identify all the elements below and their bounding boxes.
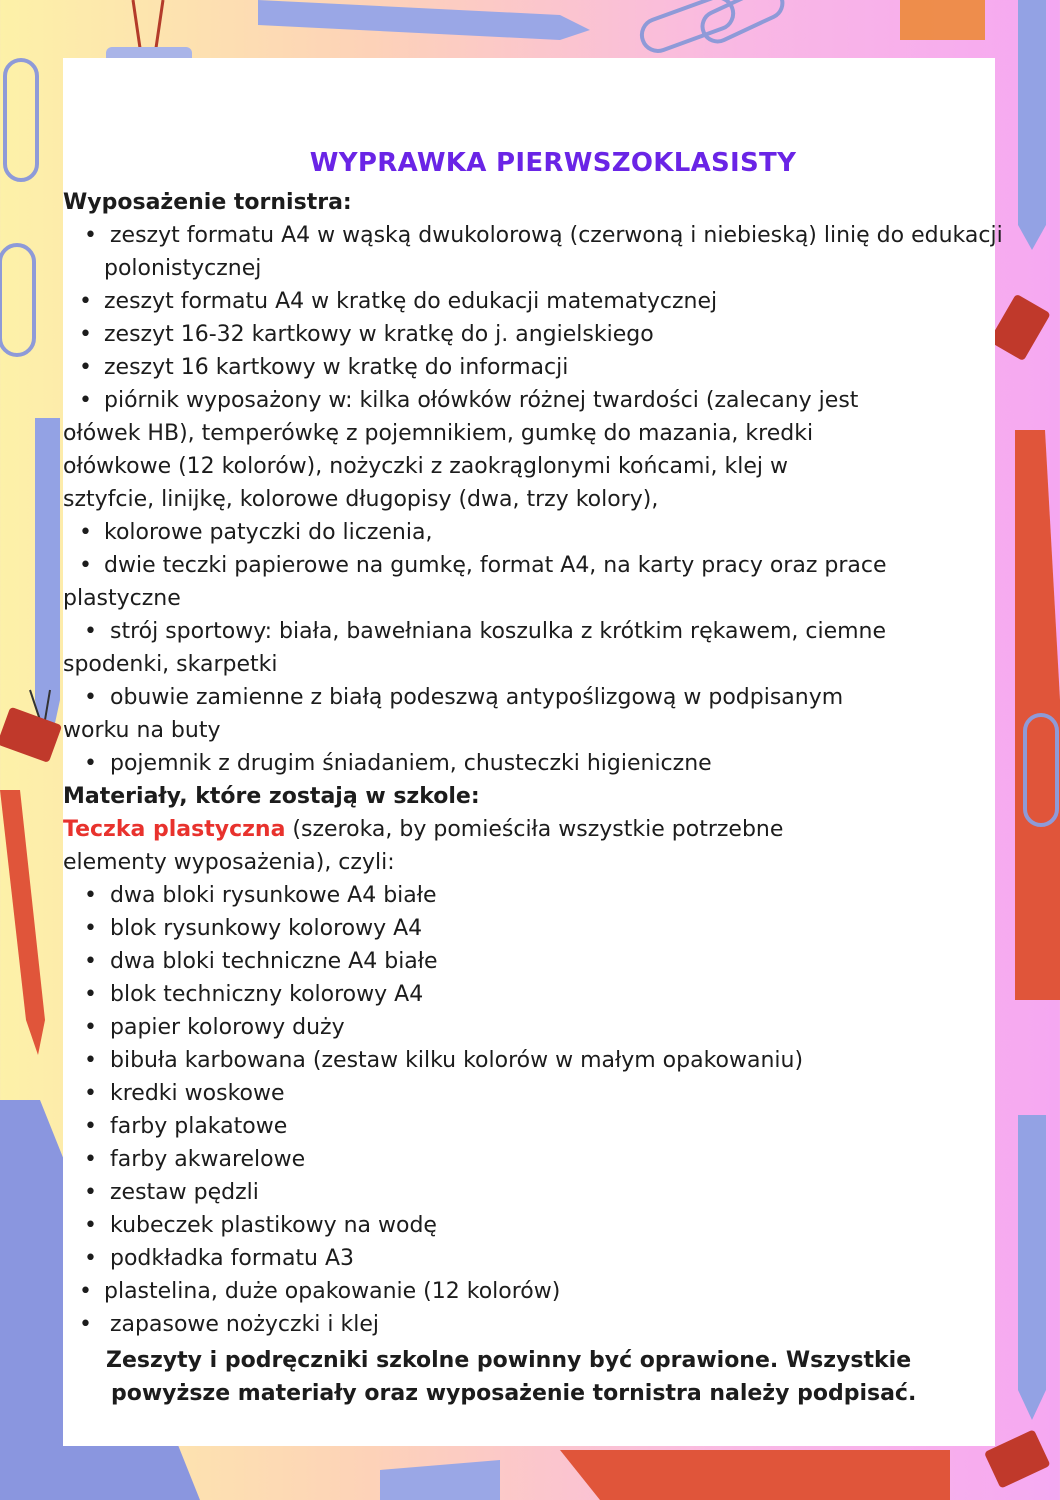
list-item: zeszyt 16 kartkowy w kratkę do informacji (104, 355, 569, 380)
list-item: obuwie zamienne z białą podeszwą antypoślizgową w podpisanym (110, 685, 844, 710)
closing-note-line-2: powyższe materiały oraz wyposażenie tornistra należy podpisać. (111, 1381, 917, 1406)
list-item: sztyfcie, linijkę, kolorowe długopisy (dwa, trzy kolory), (63, 487, 659, 512)
list-item: zeszyt 16-32 kartkowy w kratkę do j. angielskiego (104, 322, 654, 347)
bullet: • (84, 751, 97, 776)
paperclip-icon (637, 0, 787, 55)
bullet: • (84, 1246, 97, 1271)
list-item: ołówkowe (12 kolorów), nożyczki z zaokrąglonymi końcami, klej w (63, 454, 788, 479)
section-heading-backpack: Wyposażenie tornistra: (63, 190, 352, 215)
bullet: • (79, 322, 92, 347)
list-item: zeszyt formatu A4 w wąską dwukolorową (czerwoną i niebieską) linię do edukacji (110, 223, 1003, 248)
binder-clip-icon (989, 294, 1051, 362)
list-item: zeszyt formatu A4 w kratkę do edukacji matematycznej (104, 289, 718, 314)
pencil-icon (380, 1460, 500, 1500)
pencil-icon (1018, 0, 1046, 250)
list-item: blok techniczny kolorowy A4 (110, 982, 424, 1007)
bullet: • (84, 1180, 97, 1205)
art-folder-line (63, 813, 783, 846)
bullet: • (79, 553, 92, 578)
list-item: plastyczne (63, 586, 181, 611)
list-item: strój sportowy: biała, bawełniana koszulka z krótkim rękawem, ciemne (110, 619, 887, 644)
list-item: ołówek HB), temperówkę z pojemnikiem, gumkę do mazania, kredki (63, 421, 814, 446)
art-folder-line-2: elementy wyposażenia), czyli: (63, 850, 395, 875)
bullet: • (84, 949, 97, 974)
bullet: • (84, 1048, 97, 1073)
list-item: papier kolorowy duży (110, 1015, 345, 1040)
art-folder-text: (szeroka, by pomieściła wszystkie potrzebne (285, 817, 784, 842)
bullet: • (84, 916, 97, 941)
bullet: • (79, 355, 92, 380)
bullet: • (79, 1312, 92, 1337)
list-item: polonistycznej (104, 256, 262, 281)
bullet: • (84, 1081, 97, 1106)
pencil-icon (560, 1450, 950, 1500)
list-item: worku na buty (63, 718, 221, 743)
bullet: • (84, 883, 97, 908)
bullet: • (84, 982, 97, 1007)
bullet: • (79, 520, 92, 545)
bullet: • (84, 1015, 97, 1040)
closing-note-line-1: Zeszyty i podręczniki szkolne powinny być oprawione. Wszystkie (106, 1348, 912, 1373)
list-item: farby plakatowe (110, 1114, 288, 1139)
list-item: podkładka formatu A3 (110, 1246, 355, 1271)
page-title: WYPRAWKA PIERWSZOKLASISTY (309, 148, 797, 178)
pencil-icon (0, 790, 45, 1055)
list-item: plastelina, duże opakowanie (12 kolorów) (104, 1279, 561, 1304)
list-item: blok rysunkowy kolorowy A4 (110, 916, 423, 941)
list-item: kubeczek plastikowy na wodę (110, 1213, 437, 1238)
pencil-icon (900, 0, 985, 40)
section-heading-school: Materiały, które zostają w szkole: (63, 784, 480, 809)
list-item: pojemnik z drugim śniadaniem, chusteczki higieniczne (110, 751, 712, 776)
list-item: zapasowe nożyczki i klej (110, 1312, 379, 1337)
bullet: • (84, 1114, 97, 1139)
bullet: • (84, 685, 97, 710)
list-item: kolorowe patyczki do liczenia, (104, 520, 433, 545)
art-folder-highlight: Teczka plastyczna (63, 817, 286, 842)
list-item: farby akwarelowe (110, 1147, 306, 1172)
bullet: • (79, 1279, 92, 1304)
list-item: kredki woskowe (110, 1081, 285, 1106)
bullet: • (84, 1213, 97, 1238)
pencil-icon (1018, 1115, 1046, 1420)
list-item: dwa bloki techniczne A4 białe (110, 949, 438, 974)
list-item: spodenki, skarpetki (63, 652, 278, 677)
pencil-icon (258, 0, 590, 40)
bullet: • (79, 388, 92, 413)
bullet: • (84, 1147, 97, 1172)
bullet: • (84, 223, 97, 248)
paperclip-icon (0, 60, 37, 355)
list-item: bibuła karbowana (zestaw kilku kolorów w małym opakowaniu) (110, 1048, 804, 1073)
list-item: dwie teczki papierowe na gumkę, format A4, na karty pracy oraz prace (104, 553, 887, 578)
list-item: dwa bloki rysunkowe A4 białe (110, 883, 437, 908)
bullet: • (79, 289, 92, 314)
bullet: • (84, 619, 97, 644)
list-item: zestaw pędzli (110, 1180, 259, 1205)
list-item: piórnik wyposażony w: kilka ołówków różnej twardości (zalecany jest (104, 388, 859, 413)
